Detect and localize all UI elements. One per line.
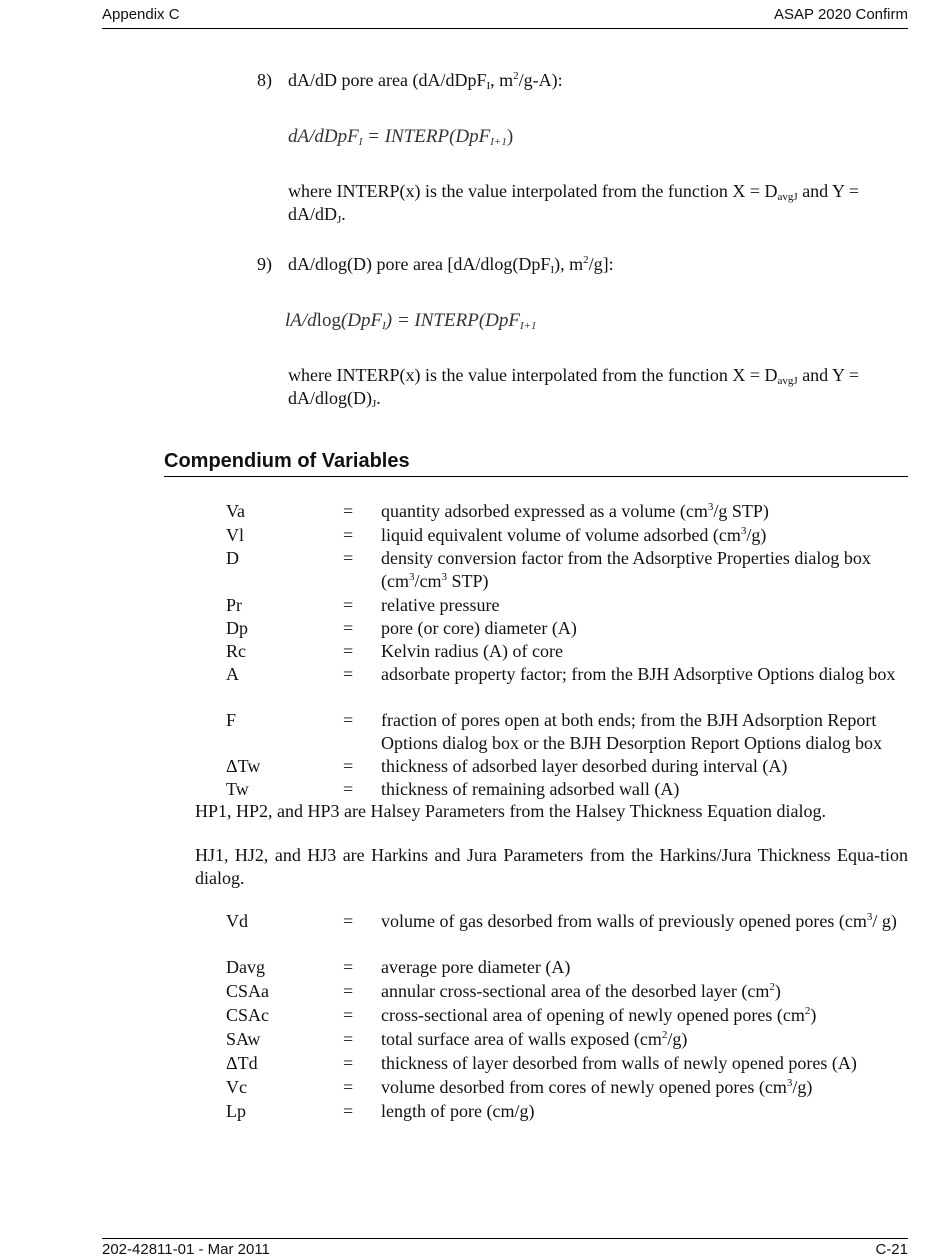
var-symbol: ΔTd — [226, 1053, 258, 1073]
item8-where-line2: $dA/dD_J$. — [288, 204, 346, 226]
header-rule — [102, 28, 908, 29]
var-equals: = — [343, 1029, 354, 1049]
var-symbol: F — [226, 710, 237, 730]
var-definition: average pore diameter (A) — [381, 957, 571, 977]
var-equals: = — [343, 664, 354, 684]
item9-where-line2: $dA/dlog(D)_J$. — [288, 388, 381, 410]
var-symbol: Davg — [226, 957, 265, 977]
footer-doc-number: 202-42811-01 - Mar 2011 — [102, 1241, 270, 1258]
item9-number: 9) — [257, 254, 272, 274]
item9-equation: lA/dlog(DpF$_I$) = INTERP(DpF$_{I+1}$ — [285, 310, 537, 332]
var-equals: = — [343, 525, 354, 545]
var-equals: = — [343, 981, 354, 1001]
var-equals: = — [343, 501, 354, 521]
var-definition: pore (or core) diameter (A) — [381, 618, 577, 638]
harkins-jura-note: HJ1, HJ2, and HJ3 are Harkins and Jura Parameters from the Harkins/Jura Thickness Equa-tion dialog. — [195, 845, 908, 888]
var-equals: = — [343, 1101, 354, 1121]
var-definition: density conversion factor from the Adsorptive Properties dialog box ($cm^3/cm^3$ STP) — [381, 548, 871, 591]
var-definition: thickness of layer desorbed from walls of newly opened pores (A) — [381, 1053, 857, 1073]
var-equals: = — [343, 595, 354, 615]
var-definition: thickness of adsorbed layer desorbed during interval (A) — [381, 756, 788, 776]
var-definition: thickness of remaining adsorbed wall (A) — [381, 779, 680, 799]
var-equals: = — [343, 779, 354, 799]
var-equals: = — [343, 957, 354, 977]
var-symbol: Lp — [226, 1101, 246, 1121]
item9-where — [288, 364, 908, 410]
var-definition: annular cross-sectional area of the desorbed layer $(cm^2)$ — [381, 981, 781, 1001]
var-symbol: Rc — [226, 641, 246, 661]
var-equals: = — [343, 1005, 354, 1025]
var-definition: volume of gas desorbed from walls of previously opened pores ($cm^3/$ g) — [381, 911, 897, 931]
item9-title: dA/dlog(D) pore area [dA/dlog(DpF$_I$), $m^2/g$]: — [288, 254, 614, 276]
header-left: Appendix C — [102, 6, 180, 23]
var-definition: relative pressure — [381, 595, 500, 615]
item8-number: 8) — [257, 70, 272, 90]
item8-where-line1: where INTERP(x) is the value interpolated from the function $X = D_{avgJ}$ and Y = — [288, 181, 859, 203]
var-definition: volume desorbed from cores of newly opened pores $(cm^3/g)$ — [381, 1077, 813, 1097]
var-symbol: Vl — [226, 525, 244, 545]
var-symbol: Dp — [226, 618, 248, 638]
var-equals: = — [343, 548, 354, 568]
var-symbol: Va — [226, 501, 245, 521]
var-symbol: ΔTw — [226, 756, 261, 776]
header-right: ASAP 2020 Confirm — [774, 6, 908, 23]
var-definition: total surface area of walls exposed $(cm^2/g)$ — [381, 1029, 688, 1049]
var-symbol: Vd — [226, 911, 248, 931]
var-equals: = — [343, 618, 354, 638]
item8-where — [288, 180, 908, 226]
footer-page-number: C-21 — [875, 1241, 908, 1258]
compendium-title: Compendium of Variables — [164, 450, 410, 472]
footer-rule — [102, 1238, 908, 1239]
item8-equation: dA/dDpF$_I$ = INTERP(DpF$_{I+1}$) — [288, 126, 514, 148]
var-equals: = — [343, 911, 354, 931]
var-definition: quantity adsorbed expressed as a volume ($cm^3/g$ STP) — [381, 501, 769, 521]
var-equals: = — [343, 1053, 354, 1073]
var-equals: = — [343, 1077, 354, 1097]
var-symbol: CSAc — [226, 1005, 270, 1025]
var-equals: = — [343, 756, 354, 776]
var-definition: Kelvin radius (A) of core — [381, 641, 563, 661]
var-symbol: Pr — [226, 595, 243, 615]
var-definition: fraction of pores open at both ends; from the BJH Adsorption Report Options dialog box or the BJH Desorption Report Options dialog box — [381, 710, 882, 753]
item8-title: dA/dD pore area (dA/dDpF$_I$, $m^2/g-A$): — [288, 70, 563, 92]
var-definition: liquid equivalent volume of volume adsorbed $(cm^3/g)$ — [381, 525, 767, 545]
var-symbol: Vc — [226, 1077, 247, 1097]
var-definition: length of pore (cm/g) — [381, 1101, 535, 1121]
item9-where-line1: where INTERP(x) is the value interpolated from the function $X = D_{avgJ}$ and Y = — [288, 365, 859, 387]
var-symbol: D — [226, 548, 239, 568]
var-equals: = — [343, 641, 354, 661]
var-definition: adsorbate property factor; from the BJH Adsorptive Options dialog box — [381, 664, 896, 684]
var-definition: cross-sectional area of opening of newly opened pores $(cm^2)$ — [381, 1005, 817, 1025]
var-symbol: CSAa — [226, 981, 270, 1001]
var-symbol: Tw — [226, 779, 249, 799]
compendium-rule — [164, 476, 908, 477]
var-equals: = — [343, 710, 354, 730]
halsey-note: HP1, HP2, and HP3 are Halsey Parameters from the Halsey Thickness Equation dialog. — [195, 801, 827, 821]
var-symbol: A — [226, 664, 239, 684]
var-symbol: SAw — [226, 1029, 261, 1049]
